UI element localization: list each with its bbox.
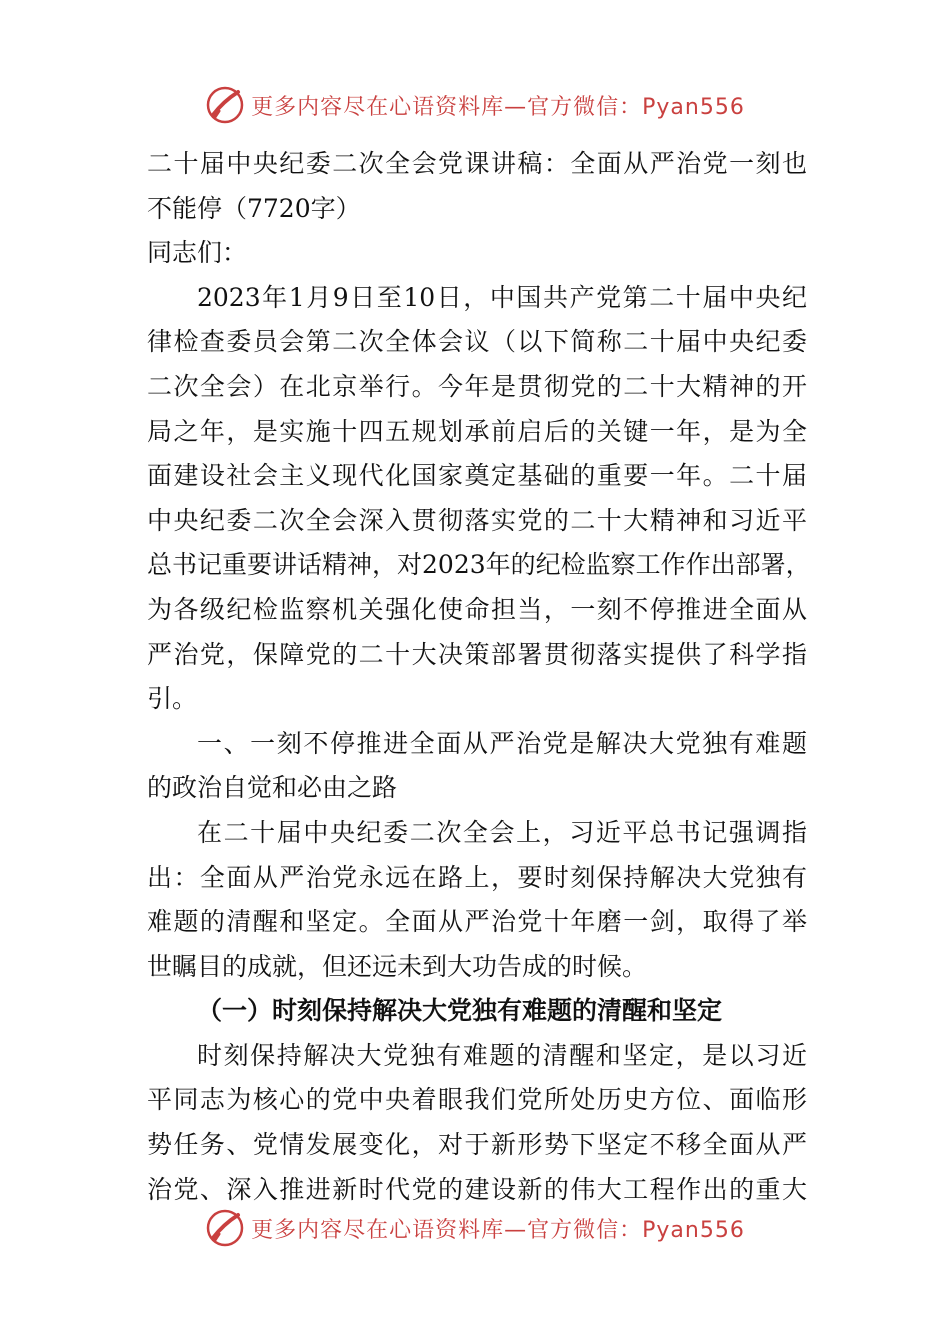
- brush-logo-icon: [205, 85, 245, 125]
- paragraph-line: 世瞩目的成就，但还远未到大功告成的时候。: [147, 951, 648, 981]
- document-title-line: 不能停（7720字）: [147, 193, 361, 223]
- watermark-text: 更多内容尽在心语资料库—官方微信：Pyan556: [251, 94, 745, 120]
- document-body: [147, 142, 811, 1212]
- paragraph-line: 势任务、党情发展变化，对于新形势下坚定不移全面从严: [147, 1130, 807, 1160]
- paragraph-line: 引。: [147, 684, 198, 714]
- paragraph-line: 治党、深入推进新时代党的建设新的伟大工程作出的重大: [147, 1174, 807, 1204]
- paragraph-line: 出：全面从严治党永远在路上，要时刻保持解决大党独有: [147, 862, 807, 892]
- paragraph-line: 中央纪委二次全会深入贯彻落实党的二十大精神和习近平: [147, 505, 807, 535]
- paragraph-line: 难题的清醒和坚定。全面从严治党十年磨一剑，取得了举: [147, 907, 807, 937]
- paragraph-line: 面建设社会主义现代化国家奠定基础的重要一年。二十届: [147, 461, 807, 491]
- brush-logo-icon: [205, 1208, 245, 1248]
- section-heading-line: 一、一刻不停推进全面从严治党是解决大党独有难题: [197, 728, 807, 758]
- paragraph-line: 时刻保持解决大党独有难题的清醒和坚定，是以习近: [197, 1040, 807, 1070]
- paragraph-line: 二次全会）在北京举行。今年是贯彻党的二十大精神的开: [147, 371, 807, 401]
- paragraph-line: 局之年，是实施十四五规划承前启后的关键一年，是为全: [147, 416, 807, 446]
- paragraph-line: 为各级纪检监察机关强化使命担当，一刻不停推进全面从: [147, 594, 807, 624]
- paragraph-line: 总书记重要讲话精神，对2023年的纪检监察工作作出部署，: [147, 550, 811, 580]
- footer-watermark-banner: [0, 1203, 950, 1253]
- paragraph-line: 严治党，保障党的二十大决策部署贯彻落实提供了科学指: [147, 639, 807, 669]
- paragraph-line: 2023年1月9日至10日，中国共产党第二十届中央纪: [197, 282, 807, 312]
- section-heading-line: 的政治自觉和必由之路: [147, 773, 398, 803]
- header-watermark-banner: [0, 80, 950, 130]
- paragraph-line: 律检查委员会第二次全体会议（以下简称二十届中央纪委: [147, 327, 807, 357]
- paragraph-line: 平同志为核心的党中央着眼我们党所处历史方位、面临形: [147, 1085, 807, 1115]
- salutation: 同志们：: [147, 238, 248, 268]
- paragraph-line: 在二十届中央纪委二次全会上，习近平总书记强调指: [197, 817, 807, 847]
- document-title-line: 二十届中央纪委二次全会党课讲稿：全面从严治党一刻也: [147, 149, 807, 178]
- subsection-heading: （一）时刻保持解决大党独有难题的清醒和坚定: [197, 996, 723, 1026]
- watermark-text: 更多内容尽在心语资料库—官方微信：Pyan556: [251, 1217, 745, 1243]
